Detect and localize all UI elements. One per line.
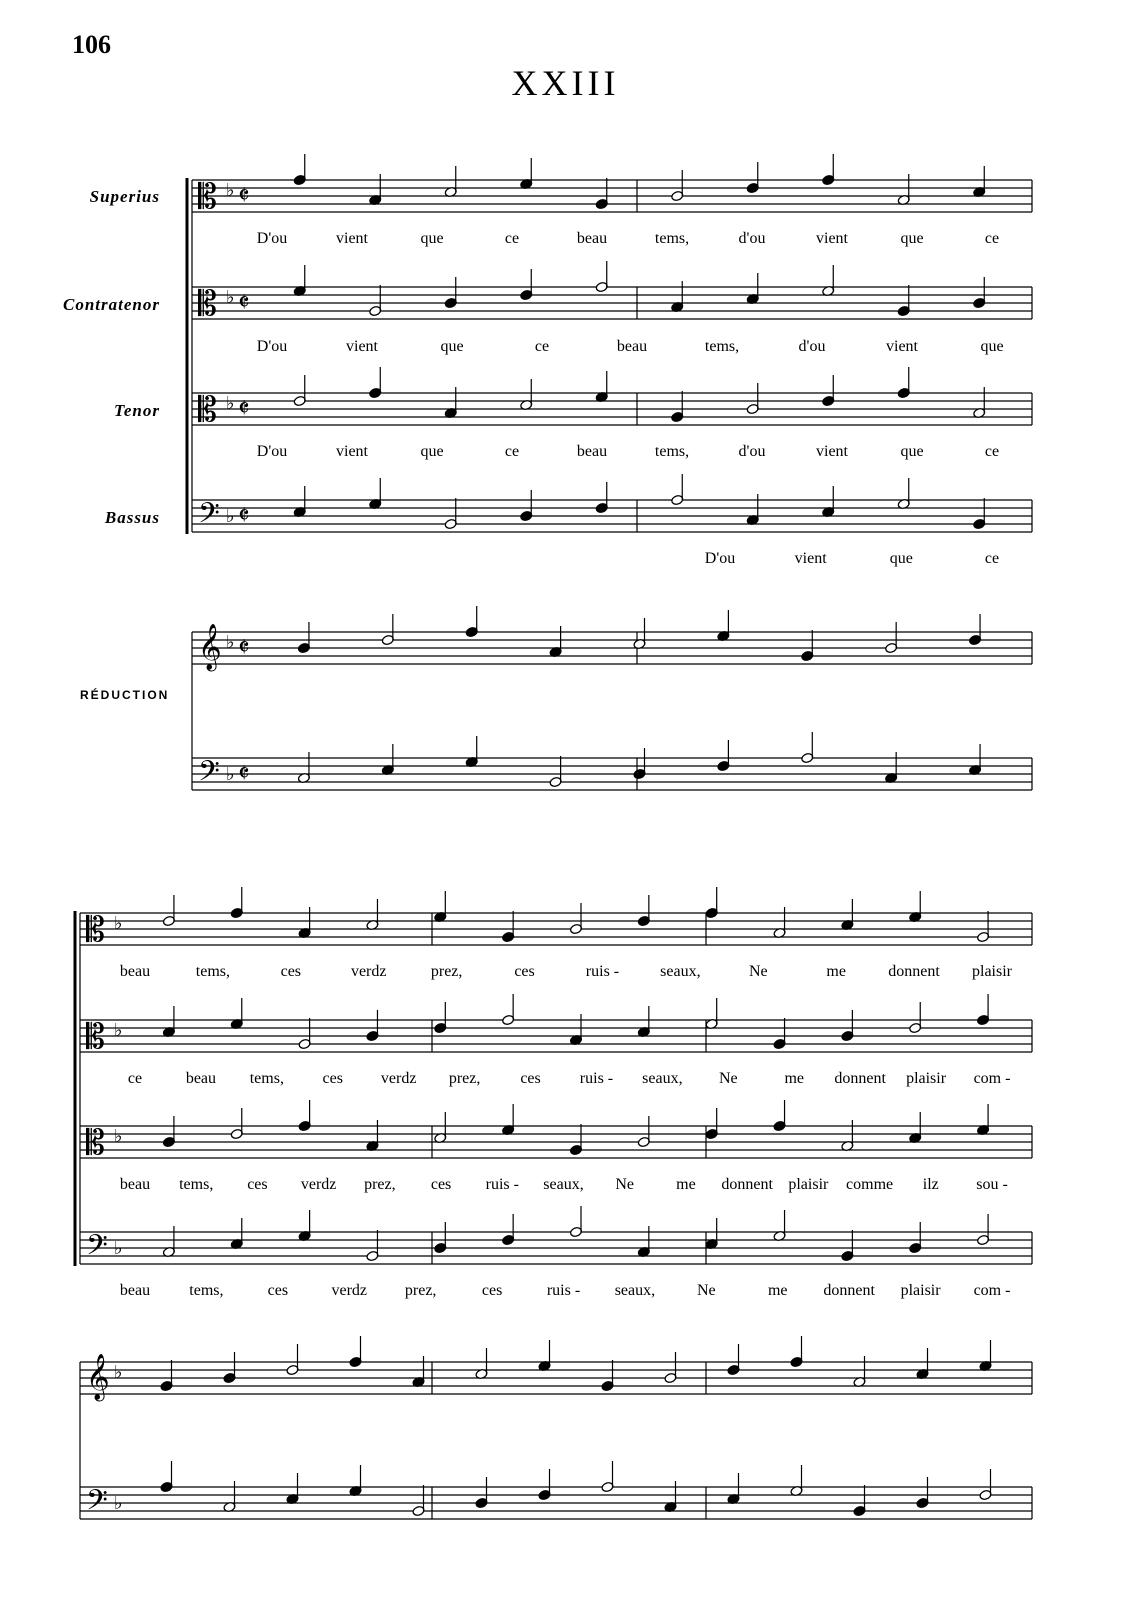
lyric-syllable: que [420,230,444,247]
voice-label-contratenor: Contratenor [63,295,160,314]
lyric-syllable: beau [576,443,608,460]
flat-icon: ♭ [114,1020,123,1041]
lyric-syllable: beau [119,1176,151,1193]
lyric-syllable: beau [576,230,608,247]
lyric-syllable: prez, [404,1282,437,1299]
lyric-syllable: vient [336,230,368,247]
lyric-syllable: verdz [300,1176,337,1193]
lyric-syllable: tems, [195,963,231,980]
voice-label-superius: Superius [89,187,160,206]
clef-icon: 𝄢 [86,1229,108,1269]
clef-icon: 𝄞 [86,1354,110,1400]
lyric-syllable: seaux, [642,1070,683,1087]
lyric-syllable: donnent [834,1070,886,1087]
flat-icon: ♭ [226,393,235,414]
clef-icon: 𝄢 [198,497,220,537]
lyric-syllable: beau [119,1282,151,1299]
time-signature-icon: 𝄵 [238,759,250,789]
time-signature-icon: 𝄵 [238,501,250,531]
time-signature-icon: 𝄵 [238,394,250,424]
lyric-syllable: que [889,550,913,567]
lyric-syllable: plaisir [972,963,1012,980]
lyric-syllable: vient [336,443,368,460]
lyric-syllable: ces [322,1070,343,1087]
lyric-syllable: ces [481,1282,503,1299]
lyric-syllable: verdz [331,1282,368,1299]
lyric-syllable: com - [973,1282,1011,1299]
lyric-syllable: que [980,338,1004,355]
lyric-syllable: ce [127,1070,143,1087]
flat-icon: ♭ [114,1126,123,1147]
lyric-syllable: donnent [823,1282,875,1299]
lyric-syllable: seaux, [660,963,701,980]
lyric-syllable: ces [520,1070,541,1087]
flat-icon: ♭ [226,506,235,527]
lyric-syllable: prez, [430,963,463,980]
lyric-syllable: ruis - [579,1070,614,1087]
lyric-syllable: beau [119,963,151,980]
flat-icon: ♭ [226,632,235,653]
lyric-syllable: tems, [654,230,690,247]
lyric-syllable: sou - [976,1176,1008,1193]
lyric-syllable: ce [984,230,1000,247]
lyric-syllable: tems, [704,338,740,355]
lyric-syllable: vient [794,550,827,567]
lyric-syllable: vient [816,443,848,460]
lyric-syllable: beau [616,338,648,355]
lyric-syllable: ruis - [585,963,620,980]
clef-icon: 𝄡 [86,1123,105,1163]
lyric-syllable: tems, [654,443,690,460]
flat-icon: ♭ [114,1493,123,1514]
lyric-syllable: d'ou [798,338,826,355]
lyric-syllable: que [440,338,464,355]
clef-icon: 𝄡 [198,390,217,430]
clef-icon: 𝄞 [198,624,222,670]
page-number: 106 [72,30,111,59]
lyric-syllable: plaisir [788,1176,829,1193]
lyric-syllable: seaux, [614,1282,656,1299]
lyric-syllable: com - [973,1070,1011,1087]
lyric-syllable: ces [280,963,302,980]
lyric-syllable: me [784,1070,804,1087]
lyric-syllable: Ne [718,1070,738,1087]
flat-icon: ♭ [226,764,235,785]
flat-icon: ♭ [226,287,235,308]
lyric-syllable: Ne [697,1282,716,1299]
time-signature-icon: 𝄵 [238,633,250,663]
lyric-syllable: ce [534,338,550,355]
piece-title: XXIII [511,63,620,103]
lyric-syllable: d'ou [738,443,766,460]
lyric-syllable: vient [346,338,378,355]
flat-icon: ♭ [114,913,123,934]
flat-icon: ♭ [114,1238,123,1259]
lyric-syllable: plaisir [900,1282,941,1299]
lyric-syllable: plaisir [906,1070,947,1087]
flat-icon: ♭ [226,180,235,201]
lyric-syllable: ces [247,1176,268,1193]
clef-icon: 𝄢 [86,1484,108,1524]
lyric-syllable: tems, [189,1282,224,1299]
lyric-syllable: vient [886,338,918,355]
lyric-syllable: donnent [888,963,940,980]
lyric-syllable: tems, [179,1176,214,1193]
lyric-syllable: que [900,230,924,247]
lyric-syllable: vient [816,230,848,247]
lyric-syllable: me [676,1176,696,1193]
clef-icon: 𝄡 [86,1017,105,1057]
lyric-syllable: Ne [615,1176,635,1193]
flat-icon: ♭ [114,1362,123,1383]
lyric-syllable: ce [984,550,1000,567]
clef-icon: 𝄡 [86,910,105,950]
lyric-syllable: D'ou [256,443,288,460]
lyric-syllable: ce [504,230,520,247]
lyric-syllable: ces [267,1282,289,1299]
lyric-syllable: prez, [364,1176,396,1193]
lyric-syllable: ilz [922,1176,939,1193]
reduction-label: RÉDUCTION [80,688,170,702]
lyric-syllable: ce [504,443,520,460]
lyric-syllable: prez, [448,1070,481,1087]
lyric-syllable: ruis - [546,1282,581,1299]
clef-icon: 𝄢 [198,755,220,795]
lyric-syllable: donnent [721,1176,773,1193]
lyric-syllable: beau [185,1070,217,1087]
clef-icon: 𝄡 [198,177,217,217]
lyric-syllable: me [767,1282,788,1299]
lyric-syllable: que [420,443,444,460]
lyric-syllable: verdz [350,963,387,980]
time-signature-icon: 𝄵 [238,181,250,211]
lyric-syllable: D'ou [704,550,736,567]
lyric-syllable: verdz [380,1070,417,1087]
lyric-syllable: ce [984,443,1000,460]
voice-label-bassus: Bassus [104,508,160,527]
voice-label-tenor: Tenor [114,401,160,420]
lyric-syllable: comme [846,1176,894,1193]
clef-icon: 𝄡 [198,284,217,324]
lyric-syllable: que [900,443,924,460]
lyric-syllable: ces [430,1176,452,1193]
lyric-syllable: D'ou [256,338,288,355]
lyric-syllable: Ne [748,963,768,980]
lyric-syllable: d'ou [738,230,766,247]
lyric-syllable: me [826,963,846,980]
lyric-syllable: ruis - [485,1176,519,1193]
lyric-syllable: seaux, [543,1176,584,1193]
lyric-syllable: tems, [249,1070,284,1087]
time-signature-icon: 𝄵 [238,288,250,318]
lyric-syllable: ces [514,963,535,980]
lyric-syllable: D'ou [256,230,288,247]
